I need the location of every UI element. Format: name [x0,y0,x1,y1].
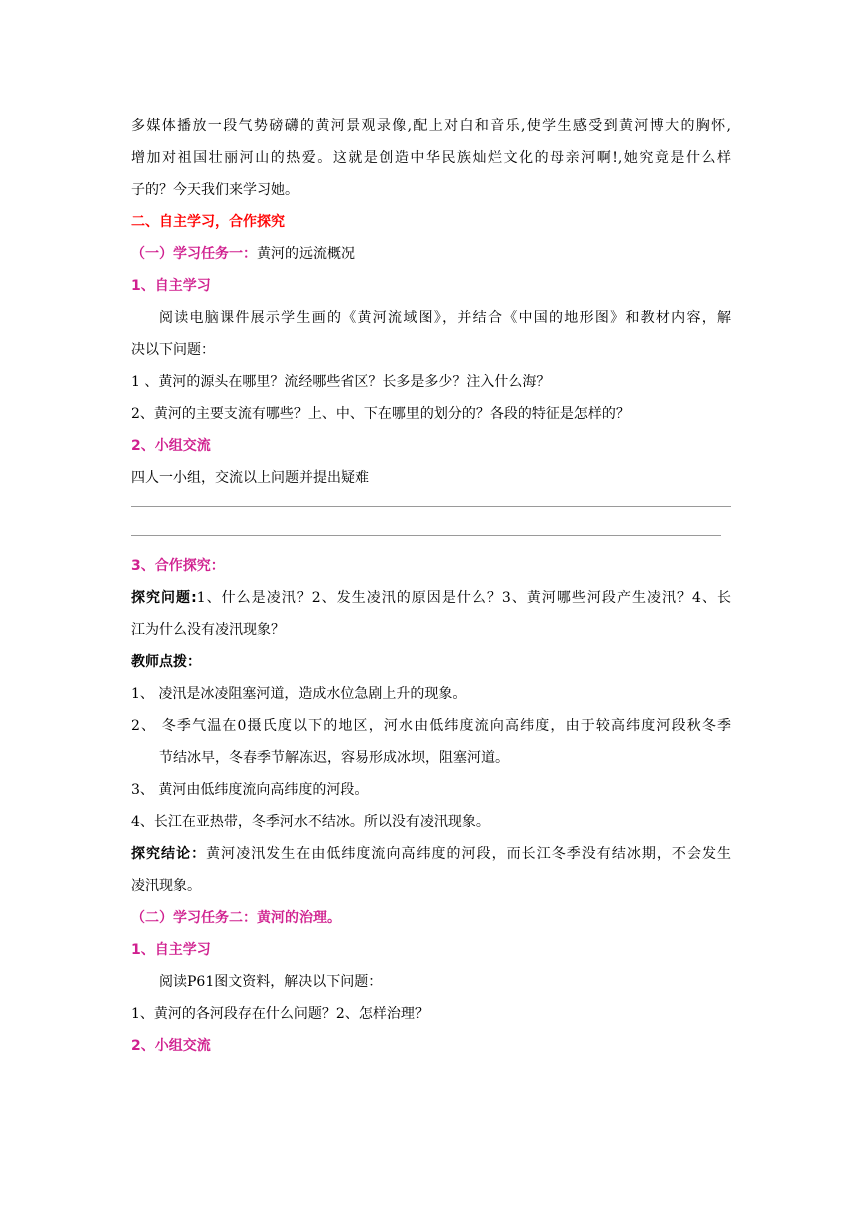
task-1-heading-rest: 黄河的远流概况 [257,246,355,262]
task-1-heading [131,238,731,270]
task-1-group-text: 四人一小组，交流以上问题并提出疑难 [131,470,369,486]
conclusion-line-2: 凌汛现象。 [131,878,201,894]
task-1-self-study-text-1: 阅读电脑课件展示学生画的《黄河流域图》，并结合《中国的地形图》和教材内容，解 [159,310,731,326]
conclusion-line-1 [131,838,731,870]
task-1-self-study-title: 1、自主学习 [131,278,211,294]
task-2-self-study-title: 1、自主学习 [131,942,211,958]
task-1-question-2: 2、黄河的主要支流有哪些？上、中、下在哪里的划分的？各段的特征是怎样的？ [131,406,630,422]
section-2-title: 二、自主学习，合作探究 [131,214,285,230]
intro-line-2: 增加对祖国壮丽河山的热爱。这就是创造中华民族灿烂文化的母亲河啊!,她究竟是什么样 [131,150,731,166]
teacher-tip-1: 1、 凌汛是冰凌阻塞河道，造成水位急剧上升的现象。 [131,686,467,702]
rule-spacer-top [131,494,731,506]
task-2-question-1: 1、黄河的各河段存在什么问题？2、怎样治理？ [131,1006,429,1022]
rule-spacer-bottom [131,536,731,550]
conclusion-text-1: 黄河凌汛发生在由低纬度流向高纬度的河段，而长江冬季没有结冰期，不会发生 [206,846,732,862]
task-1-question-1: 1 、黄河的源头在哪里？流经哪些省区？长多是多少？注入什么海？ [131,374,551,390]
intro-line-1: 多媒体播放一段气势磅礴的黄河景观录像,配上对白和音乐,使学生感受到黄河博大的胸怀, [131,118,731,134]
rule-spacer-mid [131,507,731,535]
task-2-group-title: 2、小组交流 [131,1038,211,1054]
conclusion-label: 探究结论： [131,846,207,862]
teacher-tip-2-line-1: 2、 冬季气温在0摄氏度以下的地区，河水由低纬度流向高纬度，由于较高纬度河段秋冬季 [131,718,731,734]
intro-line-3: 子的？今天我们来学习她。 [131,182,299,198]
document-page [131,110,731,1062]
task-1-explore-title: 3、合作探究： [131,558,225,574]
explore-question-text-1: 1、什么是凌汛？2、发生凌汛的原因是什么？3、黄河哪些河段产生凌汛？4、长 [196,590,731,606]
teacher-tip-4: 4、长江在亚热带，冬季河水不结冰。所以没有凌汛现象。 [131,814,490,830]
task-1-explore-line-2: 江为什么没有凌汛现象？ [131,622,285,638]
teacher-tip-3: 3、 黄河由低纬度流向高纬度的河段。 [131,782,369,798]
teacher-tips-label: 教师点拨： [131,654,201,670]
task-1-heading-prefix: （一）学习任务一： [131,246,257,262]
task-1-self-study-text-2: 决以下问题： [131,342,215,358]
task-1-group-title: 2、小组交流 [131,438,211,454]
task-2-heading: （二）学习任务二：黄河的治理。 [131,910,341,926]
task-1-explore-line-1 [131,582,731,614]
teacher-tip-2-line-2: 节结冰早，冬春季节解冻迟，容易形成冰坝，阻塞河道。 [159,750,509,766]
explore-question-label: 探究问题: [131,590,197,606]
task-2-self-study-text: 阅读P61图文资料，解决以下问题： [159,974,383,990]
